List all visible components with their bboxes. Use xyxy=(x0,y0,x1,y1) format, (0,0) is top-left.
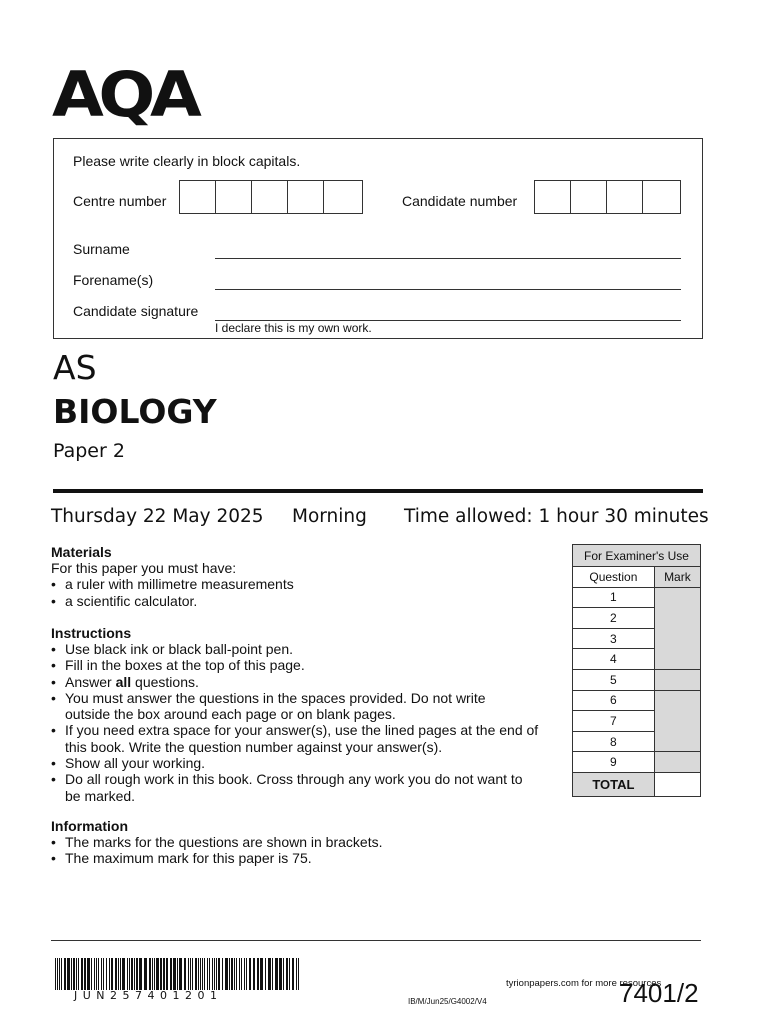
surname-label: Surname xyxy=(73,241,130,257)
information-item: • The marks for the questions are shown in brackets. xyxy=(51,834,551,850)
materials-intro: For this paper you must have: xyxy=(51,560,237,576)
barcode-bar xyxy=(207,958,208,990)
question-number: 4 xyxy=(573,649,655,670)
barcode-bar xyxy=(200,958,201,990)
barcode-bar xyxy=(173,958,176,990)
instruction-item: • Use black ink or black ball-point pen. xyxy=(51,641,551,657)
barcode-bar xyxy=(236,958,237,990)
total-mark-cell[interactable] xyxy=(654,772,700,796)
barcode-bar xyxy=(71,958,72,990)
barcode-bar xyxy=(122,958,125,990)
instruction-item: • Answer all questions. xyxy=(51,674,551,690)
barcode-bar xyxy=(59,958,60,990)
question-row xyxy=(573,752,701,773)
mark-cell[interactable] xyxy=(654,587,700,669)
barcode-bar xyxy=(55,958,56,990)
barcode-bar xyxy=(136,958,138,990)
barcode-bar xyxy=(222,958,223,990)
barcode-bar xyxy=(209,958,210,990)
barcode-bar xyxy=(154,958,155,990)
barcode-bar xyxy=(241,958,242,990)
barcode-bar xyxy=(177,958,178,990)
question-row xyxy=(573,587,701,608)
barcode-bar xyxy=(283,958,284,990)
barcode-bar xyxy=(57,958,58,990)
barcode-bar xyxy=(156,958,159,990)
candidate-number-digit-box[interactable] xyxy=(535,181,571,213)
centre-number-digit-box[interactable] xyxy=(216,181,252,213)
barcode-bar xyxy=(234,958,235,990)
barcode-number: J U N 2 5 7 4 0 1 2 0 1 xyxy=(74,989,218,1002)
forename-field[interactable] xyxy=(215,289,681,290)
barcode-bar xyxy=(103,958,104,990)
instruction-item: • Fill in the boxes at the top of this page. xyxy=(51,657,551,673)
subject-title: BIOLOGY xyxy=(53,392,217,431)
question-row xyxy=(573,690,701,711)
centre-number-digit-box[interactable] xyxy=(324,181,360,213)
barcode-bar xyxy=(279,958,282,990)
declaration-text: I declare this is my own work. xyxy=(215,321,372,335)
instruction-item: • Show all your working. xyxy=(51,755,551,771)
barcode-bar xyxy=(244,958,245,990)
barcode-bar xyxy=(225,958,228,990)
question-column-header: Question xyxy=(573,567,655,588)
signature-label: Candidate signature xyxy=(73,303,199,319)
instructions-section xyxy=(51,625,551,804)
information-section xyxy=(51,818,551,867)
barcode-bar xyxy=(218,958,220,990)
question-number: 1 xyxy=(573,587,655,608)
barcode-bar xyxy=(98,958,99,990)
aqa-logo: AQA xyxy=(52,58,197,131)
barcode-bar xyxy=(84,958,86,990)
barcode-bar xyxy=(296,958,297,990)
question-number: 7 xyxy=(573,711,655,732)
barcode-bar xyxy=(106,958,107,990)
question-number: 2 xyxy=(573,608,655,629)
barcode-bar xyxy=(253,958,255,990)
title-divider xyxy=(53,489,703,493)
barcode-bar xyxy=(275,958,278,990)
barcode-bar xyxy=(212,958,213,990)
paper-number: Paper 2 xyxy=(53,440,125,462)
exam-session: Morning xyxy=(292,506,367,527)
barcode-bar xyxy=(286,958,288,990)
barcode-bar xyxy=(96,958,97,990)
barcode-bar xyxy=(118,958,119,990)
barcode-bar xyxy=(190,958,191,990)
barcode-bar xyxy=(149,958,151,990)
instruction-item: • You must answer the questions in the spaces provided. Do not write outside the box around each page or on blank pages. xyxy=(51,690,551,723)
centre-number-label: Centre number xyxy=(73,193,167,209)
candidate-number-digit-box[interactable] xyxy=(643,181,679,213)
barcode-bar xyxy=(202,958,203,990)
barcode-bar xyxy=(120,958,121,990)
barcode-bar xyxy=(163,958,165,990)
question-number: 5 xyxy=(573,669,655,690)
materials-section xyxy=(51,544,551,609)
barcode-bar xyxy=(87,958,90,990)
forename-label: Forename(s) xyxy=(73,272,154,288)
barcode-bar xyxy=(179,958,182,990)
emphasis-all: all xyxy=(115,673,132,690)
mark-column-header: Mark xyxy=(654,567,700,588)
barcode-bar xyxy=(260,958,263,990)
barcode-bar xyxy=(109,958,110,990)
mark-cell[interactable] xyxy=(654,669,700,690)
surname-field[interactable] xyxy=(215,258,681,259)
barcode-bar xyxy=(257,958,259,990)
barcode-bar xyxy=(111,958,113,990)
barcode-bar xyxy=(131,958,133,990)
barcode-bar xyxy=(268,958,271,990)
barcode-bar xyxy=(198,958,199,990)
barcode-bar xyxy=(192,958,193,990)
barcode-bar xyxy=(91,958,92,990)
barcode-bar xyxy=(101,958,102,990)
barcode-bar xyxy=(127,958,128,990)
barcode-bar xyxy=(184,958,186,990)
barcode-bar xyxy=(115,958,117,990)
barcode-bar xyxy=(81,958,83,990)
barcode-bar xyxy=(231,958,233,990)
footer-divider xyxy=(51,940,701,941)
barcode-bar xyxy=(289,958,290,990)
barcode-bar xyxy=(204,958,205,990)
watermark-text: tyrionpapers.com for more resources xyxy=(506,978,662,989)
barcode xyxy=(55,958,301,990)
examiner-use-table xyxy=(572,544,701,797)
barcode-bar xyxy=(170,958,172,990)
mark-cell[interactable] xyxy=(654,690,700,752)
candidate-number-boxes[interactable] xyxy=(534,180,681,214)
mark-cell[interactable] xyxy=(654,752,700,773)
specification-code: 7401/2 xyxy=(619,978,699,1008)
barcode-bar xyxy=(73,958,75,990)
question-number: 8 xyxy=(573,731,655,752)
paper-reference: IB/M/Jun25/G4002/V4 xyxy=(408,997,487,1006)
materials-item: • a scientific calculator. xyxy=(51,593,551,609)
barcode-bar xyxy=(134,958,135,990)
candidate-number-digit-box[interactable] xyxy=(571,181,607,213)
information-heading: Information xyxy=(51,818,128,834)
barcode-bar xyxy=(195,958,197,990)
exam-date: Thursday 22 May 2025 xyxy=(51,506,264,527)
barcode-bar xyxy=(139,958,142,990)
barcode-bar xyxy=(64,958,66,990)
instruction-item: • If you need extra space for your answer(s), use the lined pages at the end of this book. Write the question number against your answer(s). xyxy=(51,722,551,755)
barcode-bar xyxy=(272,958,273,990)
centre-number-boxes[interactable] xyxy=(179,180,363,214)
barcode-bar xyxy=(67,958,70,990)
barcode-bar xyxy=(229,958,230,990)
candidate-details-box xyxy=(53,138,703,339)
barcode-bar xyxy=(76,958,77,990)
candidate-number-label: Candidate number xyxy=(402,193,518,209)
candidate-number-digit-box[interactable] xyxy=(607,181,643,213)
instructions-heading: Instructions xyxy=(51,625,132,641)
barcode-bar xyxy=(160,958,162,990)
barcode-bar xyxy=(144,958,147,990)
barcode-bar xyxy=(214,958,215,990)
materials-item: • a ruler with millimetre measurements xyxy=(51,576,551,592)
barcode-bar xyxy=(298,958,299,990)
barcode-bar xyxy=(94,958,95,990)
instruction-item: • Do all rough work in this book. Cross through any work you do not want to be marked. xyxy=(51,771,551,804)
barcode-bar xyxy=(216,958,217,990)
information-item: • The maximum mark for this paper is 75. xyxy=(51,850,551,866)
centre-number-digit-box[interactable] xyxy=(180,181,216,213)
barcode-bar xyxy=(78,958,79,990)
barcode-bar xyxy=(265,958,266,990)
barcode-bar xyxy=(249,958,251,990)
barcode-bar xyxy=(246,958,247,990)
barcode-bar xyxy=(166,958,168,990)
barcode-bar xyxy=(239,958,240,990)
examiner-table-title: For Examiner's Use xyxy=(573,545,701,567)
time-allowed: Time allowed: 1 hour 30 minutes xyxy=(404,506,709,527)
question-number: 3 xyxy=(573,628,655,649)
block-capitals-instruction: Please write clearly in block capitals. xyxy=(73,153,301,169)
total-label: TOTAL xyxy=(573,772,655,796)
barcode-bar xyxy=(292,958,294,990)
question-number: 9 xyxy=(573,752,655,773)
centre-number-digit-box[interactable] xyxy=(288,181,324,213)
barcode-bar xyxy=(188,958,189,990)
centre-number-digit-box[interactable] xyxy=(252,181,288,213)
question-number: 6 xyxy=(573,690,655,711)
question-row xyxy=(573,669,701,690)
barcode-bar xyxy=(61,958,62,990)
barcode-bar xyxy=(129,958,130,990)
barcode-bar xyxy=(152,958,153,990)
materials-heading: Materials xyxy=(51,544,112,560)
qualification-level: AS xyxy=(53,348,97,387)
